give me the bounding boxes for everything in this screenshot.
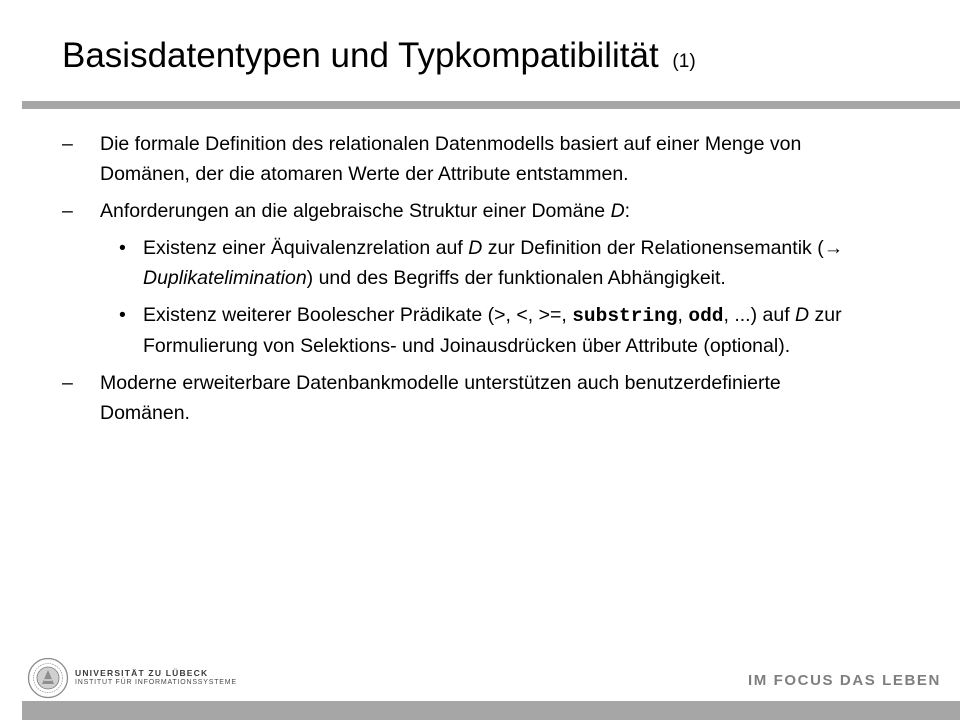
item-text: , ...) auf	[723, 304, 796, 326]
dash-marker: –	[62, 200, 73, 222]
university-wordmark	[75, 669, 237, 687]
item-text-italic: Duplikatelimination	[143, 267, 307, 289]
list-item	[0, 368, 860, 428]
slogan: IM FOCUS DAS LEBEN	[748, 672, 941, 689]
item-text: Existenz weiterer Boolescher Prädikate (	[143, 304, 495, 326]
code-keyword: substring	[572, 305, 678, 327]
university-name: UNIVERSITÄT ZU LÜBECK	[75, 668, 209, 678]
item-text: ) und des Begriffs der funktionalen Abhängigkeit.	[306, 267, 726, 289]
domain-variable: D	[610, 200, 625, 222]
title-divider	[22, 101, 960, 109]
bullet-marker: •	[119, 237, 126, 259]
item-text: :	[624, 200, 631, 222]
slide-body	[0, 129, 960, 435]
university-seal-icon	[27, 657, 69, 699]
slide-title	[62, 34, 696, 84]
footer-bar	[22, 701, 960, 720]
list-item	[0, 129, 860, 189]
item-text: Existenz einer Äquivalenzrelation auf	[143, 237, 469, 259]
list-item	[0, 196, 860, 226]
bullet-marker: •	[119, 304, 126, 326]
slide-title-text: Basisdatentypen und Typkompatibilität	[62, 36, 659, 75]
item-text: Anforderungen an die algebraische Struktur einer Domäne	[100, 200, 611, 222]
item-text: ,	[677, 304, 683, 326]
arrow-icon: →	[823, 237, 844, 259]
operators: >, <, >=,	[494, 304, 567, 326]
dash-marker: –	[62, 133, 73, 155]
item-text: Moderne erweiterbare Datenbankmodelle unterstützen auch benutzerdefinierte Domänen.	[100, 372, 781, 424]
slide-number: (1)	[672, 51, 696, 72]
item-text: zur Formulierung von Selektions- und Joinausdrücken über Attribute (optional).	[143, 304, 842, 357]
domain-variable: D	[468, 237, 483, 259]
institute-name: INSTITUT FÜR INFORMATIONSSYSTEME	[75, 679, 237, 686]
dash-marker: –	[62, 372, 73, 394]
domain-variable: D	[795, 304, 810, 326]
item-text: Die formale Definition des relationalen Datenmodells basiert auf einer Menge von Domänen, der die atomaren Werte der Attribute entstammen.	[100, 133, 802, 185]
sub-list-item	[0, 233, 863, 293]
sub-list-item	[0, 300, 863, 361]
code-keyword: odd	[688, 305, 724, 327]
item-text: zur Definition der Relationensemantik (	[482, 237, 824, 259]
